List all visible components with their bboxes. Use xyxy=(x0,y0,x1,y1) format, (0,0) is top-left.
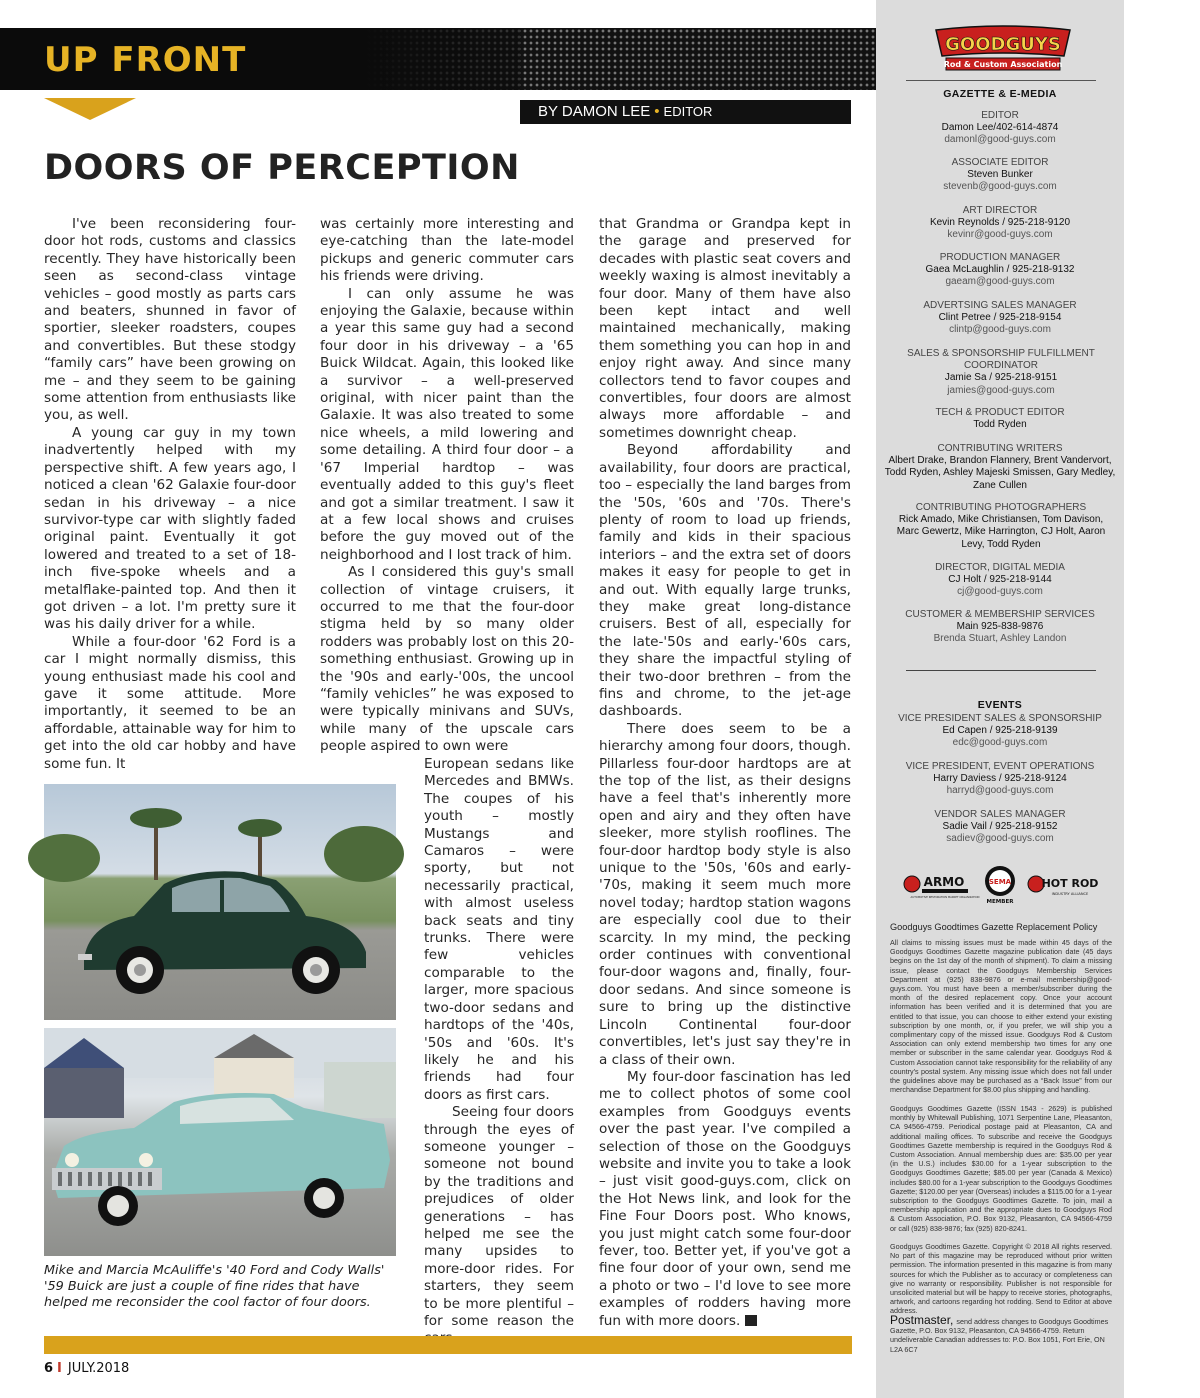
staff-name: Damon Lee/402-614-4874 xyxy=(941,122,1059,134)
staff-entry xyxy=(884,252,1116,289)
staff-role: DIRECTOR, DIGITAL MEDIA xyxy=(935,562,1065,573)
staff-role: TECH & PRODUCT EDITOR xyxy=(935,407,1065,418)
buick-illustration xyxy=(44,1028,396,1256)
armo-logo xyxy=(902,864,980,904)
folio-separator: I xyxy=(57,1361,62,1376)
staff-entry xyxy=(884,809,1116,846)
staff-entry xyxy=(884,761,1116,798)
section-label: UP FRONT xyxy=(44,40,247,80)
staff-role: ADVERTSING SALES MANAGER xyxy=(923,300,1077,311)
staff-role: ASSOCIATE EDITOR xyxy=(951,157,1049,168)
byline-role: EDITOR xyxy=(663,104,713,119)
hot-rod-logo-subtext: INDUSTRY ALLIANCE xyxy=(1051,892,1089,896)
staff-email: kevinr@good-guys.com xyxy=(947,229,1053,241)
staff-email: stevenb@good-guys.com xyxy=(943,181,1057,193)
photo-40-ford xyxy=(44,784,396,1020)
byline xyxy=(520,100,851,124)
paragraph: that Grandma or Grandpa kept in the garage and preserved for decades with plastic seat covers and weekly waxing is almost inevitably a four door. Many of them have also been kept intact and well maintained mechanically, making them something you can hop in and enjoy right away. And since many collectors tend to favor coupes and convertibles, four doors are almost always more affordable – and sometimes downright cheap. xyxy=(599,216,851,441)
folio xyxy=(44,1361,129,1376)
staff-email: clintp@good-guys.com xyxy=(949,324,1051,336)
staff-role: CUSTOMER & MEMBERSHIP SERVICES xyxy=(905,609,1095,620)
staff-email: harryd@good-guys.com xyxy=(946,785,1054,797)
staff-entry xyxy=(884,205,1116,242)
gold-chevron xyxy=(44,98,136,120)
goodguys-logo xyxy=(930,26,1076,72)
staff-name: Steven Bunker xyxy=(967,169,1033,181)
sidebar-divider xyxy=(906,670,1096,671)
ford-illustration xyxy=(44,784,396,1020)
paragraph-text: My four-door fascination has led me to collect photos of some cool examples from Goodguys events over the past year. I've compiled a selection of those on the Goodguys website and invite you to take a look – just visit good-guys.com, click on the Hot News link, and look for the Fine Four Doors post. Who knows, you just might catch some four-door fever, too. Better yet, if you've got a fine four door of your own, send me a photo or two – I'd love to see more examples of rodders having more fun with more doors. xyxy=(599,1068,851,1329)
postmaster-text: send address changes to Goodguys Goodtimes Gazette, P.O. Box 9132, Pleasanton, CA 94566-4759. Return undeliverable Canadian addresses to: P.O. Box 1051, Fort Erie, ON L2A 6C7 xyxy=(890,1317,1109,1354)
staff-role: VICE PRESIDENT SALES & SPONSORSHIP xyxy=(898,713,1102,724)
staff-name: Albert Drake, Brandon Flannery, Brent Vandervort, Todd Ryden, Ashley Majeski Smissen, Gary Medley, Zane Cullen xyxy=(884,455,1116,491)
staff-role: VENDOR SALES MANAGER xyxy=(934,809,1066,820)
replacement-policy-title: Goodguys Goodtimes Gazette Replacement Policy xyxy=(890,922,1098,932)
staff-entry xyxy=(884,609,1116,646)
staff-name: Jamie Sa / 925-218-9151 xyxy=(944,372,1058,384)
copyright-text: Goodguys Goodtimes Gazette. Copyright © 2018 All rights reserved. No part of this magazine may be reproduced without prior written permission. The information presented in this magazine is from many sources for which the Publisher as to accuracy or completeness can give no warranty or responsibility. Publisher is not responsible for unsolicited material but will be happy to receive stories, photographs, artwork, and cartoons regarding hot rodding. Send to Editor at above address. xyxy=(890,1242,1112,1316)
article-title: DOORS OF PERCEPTION xyxy=(44,148,520,188)
staff-email: jamies@good-guys.com xyxy=(947,384,1055,396)
issue-date: JULY.2018 xyxy=(67,1361,130,1376)
paragraph: I can only assume he was enjoying the Galaxie, because within a year this same guy had a second four door in his driveway – a '65 Buick Wildcat. Again, this looked like a survivor – a well-preserved original, with nicer paint than the Galaxie. It was also treated to some nice wheels, a mild lowering and some detailing. A third four door – a '67 Imperial hardtop – was eventually added to this guy's fleet and got a similar treatment. I saw it at a few local shows and cruises before the guy moved out of the neighborhood and I lost track of him. xyxy=(320,285,574,563)
staff-entry xyxy=(884,562,1116,599)
staff-name: Ed Capen / 925-218-9139 xyxy=(942,725,1058,737)
byline-author: BY DAMON LEE xyxy=(538,103,651,120)
page-number: 6 xyxy=(44,1361,54,1376)
sema-logo xyxy=(983,864,1017,904)
staff-entry xyxy=(884,443,1116,492)
staff-name: Gaea McLaughlin / 925-218-9132 xyxy=(925,264,1075,276)
hot-rod-logo-text: HOT ROD xyxy=(1041,877,1099,890)
staff-email: cj@good-guys.com xyxy=(957,586,1043,598)
staff-entry xyxy=(884,713,1116,750)
staff-role: VICE PRESIDENT, EVENT OPERATIONS xyxy=(905,761,1095,772)
photo-59-buick xyxy=(44,1028,396,1256)
article-column-3 xyxy=(599,216,851,1330)
heading-events: EVENTS xyxy=(977,699,1023,711)
staff-role: EDITOR xyxy=(981,110,1019,121)
staff-role: SALES & SPONSORSHIP FULFILLMENT COORDINATOR xyxy=(907,348,1095,372)
staff-entry xyxy=(906,348,1096,397)
paragraph xyxy=(599,1069,851,1330)
staff-email: sadiev@good-guys.com xyxy=(946,833,1054,845)
paragraph: While a four-door '62 Ford is a car I might normally dismiss, this young enthusiast made his cool and gave it some attitude. More importantly, it seemed to be an affordable, attainable way for him to get into the old car hobby and have some fun. It xyxy=(44,633,296,772)
paragraph: As I considered this guy's small collection of vintage cruisers, it occurred to me that the four-door stigma held by so many older rodders was probably lost on this 20-something enthusiast. Growing up in the '90s and early-'00s, the uncool “family vehicles” he was exposed to were typically minivans and SUVs, while many of the upscale cars people aspired to own were xyxy=(320,564,574,755)
logo-subtext: Rod & Custom Association xyxy=(943,60,1063,69)
section-header-band xyxy=(0,28,876,90)
staff-entry xyxy=(896,502,1106,551)
staff-role: PRODUCTION MANAGER xyxy=(939,252,1061,263)
article-column-2 xyxy=(320,216,574,756)
staff-name: Clint Petree / 925-218-9154 xyxy=(938,312,1062,324)
staff-entry xyxy=(884,407,1116,431)
sema-logo-text: SEMA xyxy=(988,878,1012,886)
staff-email: damonl@good-guys.com xyxy=(944,134,1056,146)
paragraph: Seeing four doors through the eyes of someone younger – someone not bound by the traditions and prejudices of older generations – has helped me see the many upsides to more-door rides. For starters, they seem to be more plentiful – for some reason the xyxy=(424,1104,574,1329)
staff-role: ART DIRECTOR xyxy=(962,205,1038,216)
photo-caption: Mike and Marcia McAuliffe's '40 Ford and Cody Walls' '59 Buick are just a couple of fine rides that have helped me reconsider the cool factor of four doors. xyxy=(44,1263,385,1310)
staff-email: edc@good-guys.com xyxy=(952,737,1048,749)
masthead-sidebar xyxy=(876,0,1124,1398)
paragraph: There does seem to be a hierarchy among four doors, though. Pillarless four-door hardtops are at the top of the list, as their designs have a feel that's inherently more open and airy and they often have sleeker, more stylish rooflines. The four-door hardtop body style is also unique to the '50s, '60s and early-'70s, making it seem much more novel today; hardtop station wagons are especially cool due to their scarcity. In my mind, the pecking order continues with conventional four-door wagons and, finally, four-door sedans. And since someone is sure to bring up the distinctive Lincoln Continental four-door convertibles, let's just say they're in a class of their own. xyxy=(599,720,851,1068)
staff-name: Kevin Reynolds / 925-218-9120 xyxy=(929,217,1071,229)
staff-entry xyxy=(884,110,1116,147)
staff-email: gaeam@good-guys.com xyxy=(945,276,1055,288)
hot-rod-alliance-logo xyxy=(1026,864,1098,904)
staff-name: Main 925-838-9876 xyxy=(956,621,1044,633)
footer-gold-rule xyxy=(44,1336,852,1354)
armo-logo-subtext: AUTOMOTIVE RESTORATION MARKET ORGANIZATION xyxy=(910,896,980,899)
staff-entry xyxy=(884,157,1116,194)
staff-name: Rick Amado, Mike Christiansen, Tom Davison, Marc Gewertz, Mike Harrington, CJ Holt, Aaron Levy, Todd Ryden xyxy=(896,514,1106,550)
logo-rule xyxy=(906,80,1096,81)
end-mark-icon: GG xyxy=(745,1315,757,1326)
heading-gazette: GAZETTE & E-MEDIA xyxy=(943,88,1057,100)
byline-dot: • xyxy=(654,103,660,120)
staff-name: Sadie Vail / 925-218-9152 xyxy=(942,821,1058,833)
staff-name: CJ Holt / 925-218-9144 xyxy=(948,574,1052,586)
staff-role: CONTRIBUTING WRITERS xyxy=(937,443,1063,454)
paragraph: European sedans like Mercedes and BMWs. The coupes of his youth – mostly Mustangs and Camaros – were sporty, but not necessarily practical, with almost useless back seats and tiny trunks. There were few vehicles comparable to the larger, more spacious two-door sedans and hardtops of the '40s, '50s and '60s. It's likely he and his friends had four doors as first cars. xyxy=(424,756,574,1103)
article-column-2-continued xyxy=(424,756,574,1348)
staff-name: Todd Ryden xyxy=(973,419,1027,431)
paragraph: A young car guy in my town inadvertently helped with my perspective shift. A few years ago, I noticed a clean '62 Galaxie four-door sedan in his driveway – a nice survivor-type car with slightly faded original paint. Eventually it got lowered and treated to a set of 18-inch five-spoke wheels and a metalflake-painted top. And then it got driven – a lot. I'm pretty sure it was his daily driver for a while. xyxy=(44,424,296,633)
postmaster-label: Postmaster, xyxy=(890,1313,954,1327)
armo-logo-text: ARMO xyxy=(923,875,965,889)
paragraph: Beyond affordability and availability, four doors are practical, too – especially the land barges from the '50s, '60s and '70s. There's plenty of room to load up friends, family and kids in their spacious interiors – and the extra set of doors makes it easy for people to get in and out. With equally large trunks, they make great long-distance cruisers. Best of all, especially for the late-'50s and early-'60s cars, they share the impactful styling of their two-door brethren – from the fins and chrome, to the jet-age dashboards. xyxy=(599,442,851,720)
sema-logo-subtext: MEMBER xyxy=(986,899,1014,905)
staff-name: Harry Daviess / 925-218-9124 xyxy=(933,773,1067,785)
staff-role: CONTRIBUTING PHOTOGRAPHERS xyxy=(915,502,1087,513)
postmaster-notice xyxy=(890,1313,1112,1354)
logo-text: GOODGUYS xyxy=(945,34,1061,55)
paragraph: I've been reconsidering four-door hot rods, customs and classics recently. They have historically been seen as second-class vintage vehicles – good mostly as parts cars and beaters, shunned in favor of sportier, sleeker roadsters, coupes and convertibles. But these stodgy “family cars” have been growing on me – and they seem to be gaining some attention from enthusiasts like you, as well. xyxy=(44,216,296,424)
paragraph: was certainly more interesting and eye-catching than the late-model pickups and generic commuter cars his friends were driving. xyxy=(320,216,574,285)
staff-email: Brenda Stuart, Ashley Landon xyxy=(933,633,1067,645)
article-column-1 xyxy=(44,216,296,773)
replacement-policy-text: All claims to missing issues must be made within 45 days of the Goodguys Goodtimes Gazette magazine publication date (45 days begins on the 1st day of the month of shipment). To claim a missing issue, please contact the Goodguys Membership Services Department at (925) 838-9876 or e-mail membership@good-guys.com. You must have been a member/subscriber during the month of the desired replacement copy. Once your account information has been verified and it is determined that you are entitled to that issue, you can choose to either extend your existing subscription by one month, or, if you prefer, we will ship you a complimentary copy of the missed issue. Goodguys Rod & Custom Association can only extend membership two times for any one member or subscriber in the same calendar year. Goodguys Rod & Custom Association cannot take responsibility for the reliability of any country's postal system. Any missing issue which does not fall under the guidelines above may be purchased as a “Back Issue” from our merchandise Department for $8.00 plus shipping and handling. xyxy=(890,938,1112,1095)
publication-info-text: Goodguys Goodtimes Gazette (ISSN 1543 - 2629) is published monthly by Whitewall Publishing, 1071 Serpentine Lane, Pleasanton, CA 94566-4759. Periodical postage paid at Pleasanton, CA and additional mailing offices. To subscribe and receive the Goodguys Goodtimes Gazette membership is required in the Goodguys Rod & Custom Association. Annual membership dues are: $35.00 per year (in the U.S.) includes $30.00 for a 1-year subscription to the Goodguys Goodtimes Gazette; $85.00 per year (Canada & Mexico) includes $80.00 for a 1-year subscription to the Goodguys Goodtimes Gazette; $120.00 per year (Overseas) includes a $115.00 for a 1-year subscription to the Goodguys Goodtimes Gazette. To join, mail a membership application and the appropriate dues to Goodguys Rod & Custom Association, P.O. Box 9132, Pleasanton, CA 94566-4759 or call (925) 838-9876; fax (925) 820-8241. xyxy=(890,1104,1112,1233)
staff-entry xyxy=(884,300,1116,337)
